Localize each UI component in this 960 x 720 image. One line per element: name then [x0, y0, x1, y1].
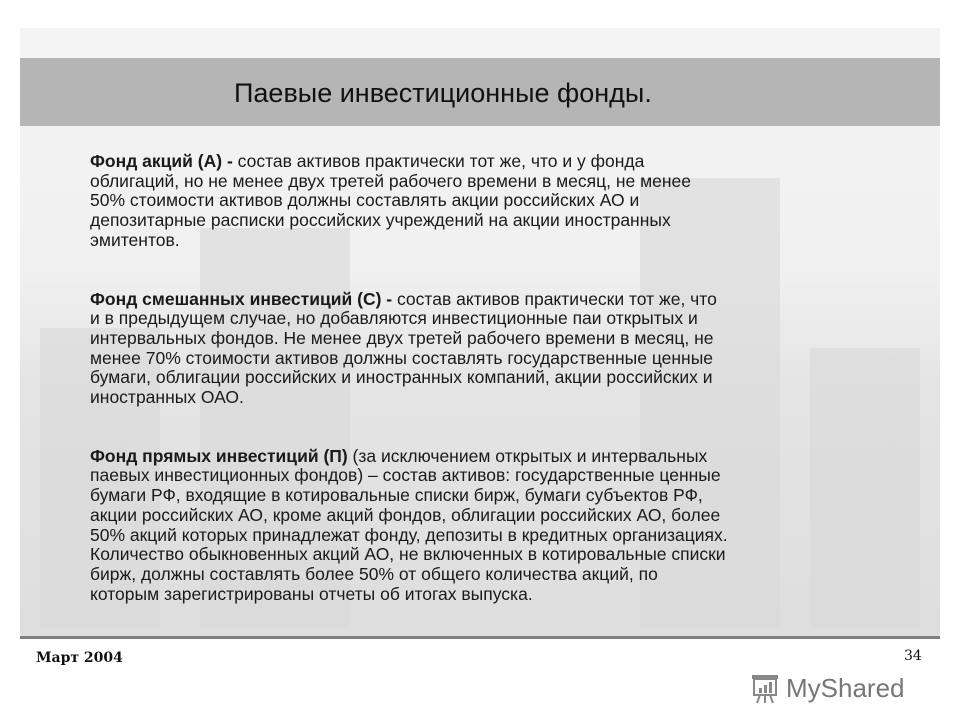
- text-line: иностранных ОАО.: [90, 387, 244, 408]
- text-line: бирж, должны составлять более 50% от общего количества акций, по: [90, 563, 658, 584]
- text-line: депозитарные расписки российских учреждений на акции иностранных: [90, 210, 671, 231]
- fund-name: Фонд акций (А) -: [90, 151, 238, 171]
- presentation-board-icon: [750, 672, 780, 704]
- text-line: менее 70% стоимости активов должны составлять государственные ценные: [90, 347, 714, 368]
- text-line: облигаций, но не менее двух третей рабочего времени в месяц, не менее: [90, 170, 691, 191]
- text-line: которым зарегистрированы отчеты об итогах выпуска.: [90, 583, 533, 604]
- text-fragment: состав активов практически тот же, что: [396, 288, 717, 309]
- text-line: бумаги РФ, входящие в котировальные списки бирж, бумаги субъектов РФ,: [90, 485, 703, 506]
- text-line: [90, 290, 890, 310]
- text-line: бумаги, облигации российских и иностранных компаний, акции российских и: [90, 367, 713, 388]
- text-fragment: (за исключением открытых и интервальных: [347, 445, 708, 466]
- watermark-logo: [750, 672, 905, 704]
- fund-name: Фонд смешанных инвестиций (С) -: [90, 288, 397, 309]
- paragraph-equity-fund: [90, 152, 890, 251]
- paragraph-direct-investment-fund: [90, 447, 890, 605]
- page-number: 34: [904, 648, 922, 664]
- text-line: паевых инвестиционных фондов) – состав активов: государственные ценные: [90, 465, 721, 486]
- text-line: [90, 152, 890, 172]
- text-line: и в предыдущем случае, но добавляются инвестиционные паи открытых и: [90, 308, 698, 329]
- text-line: интервальных фондов. Не менее двух третей рабочего времени в месяц, не: [90, 327, 714, 348]
- text-line: эмитентов.: [90, 229, 180, 250]
- text-fragment: состав активов практически тот же, что и у фонда: [237, 151, 645, 171]
- watermark-text: MyShared: [786, 673, 905, 703]
- paragraph-mixed-fund: [90, 290, 890, 408]
- text-line: Количество обыкновенных акций АО, не включенных в котировальные списки: [90, 544, 726, 565]
- text-line: акции российских АО, кроме акций фондов, облигации российских АО, более: [90, 504, 721, 525]
- text-line: 50% акций которых принадлежат фонду, депозиты в кредитных организациях.: [90, 524, 728, 545]
- slide-title: Паевые инвестиционные фонды.: [234, 78, 652, 108]
- footer-divider: [20, 636, 940, 639]
- text-line: [90, 447, 890, 467]
- slide-content: [90, 152, 890, 643]
- fund-name: Фонд прямых инвестиций (П): [90, 445, 348, 466]
- footer-date: Март 2004: [36, 650, 123, 666]
- text-line: 50% стоимости активов должны составлять акции российских АО и: [90, 190, 640, 211]
